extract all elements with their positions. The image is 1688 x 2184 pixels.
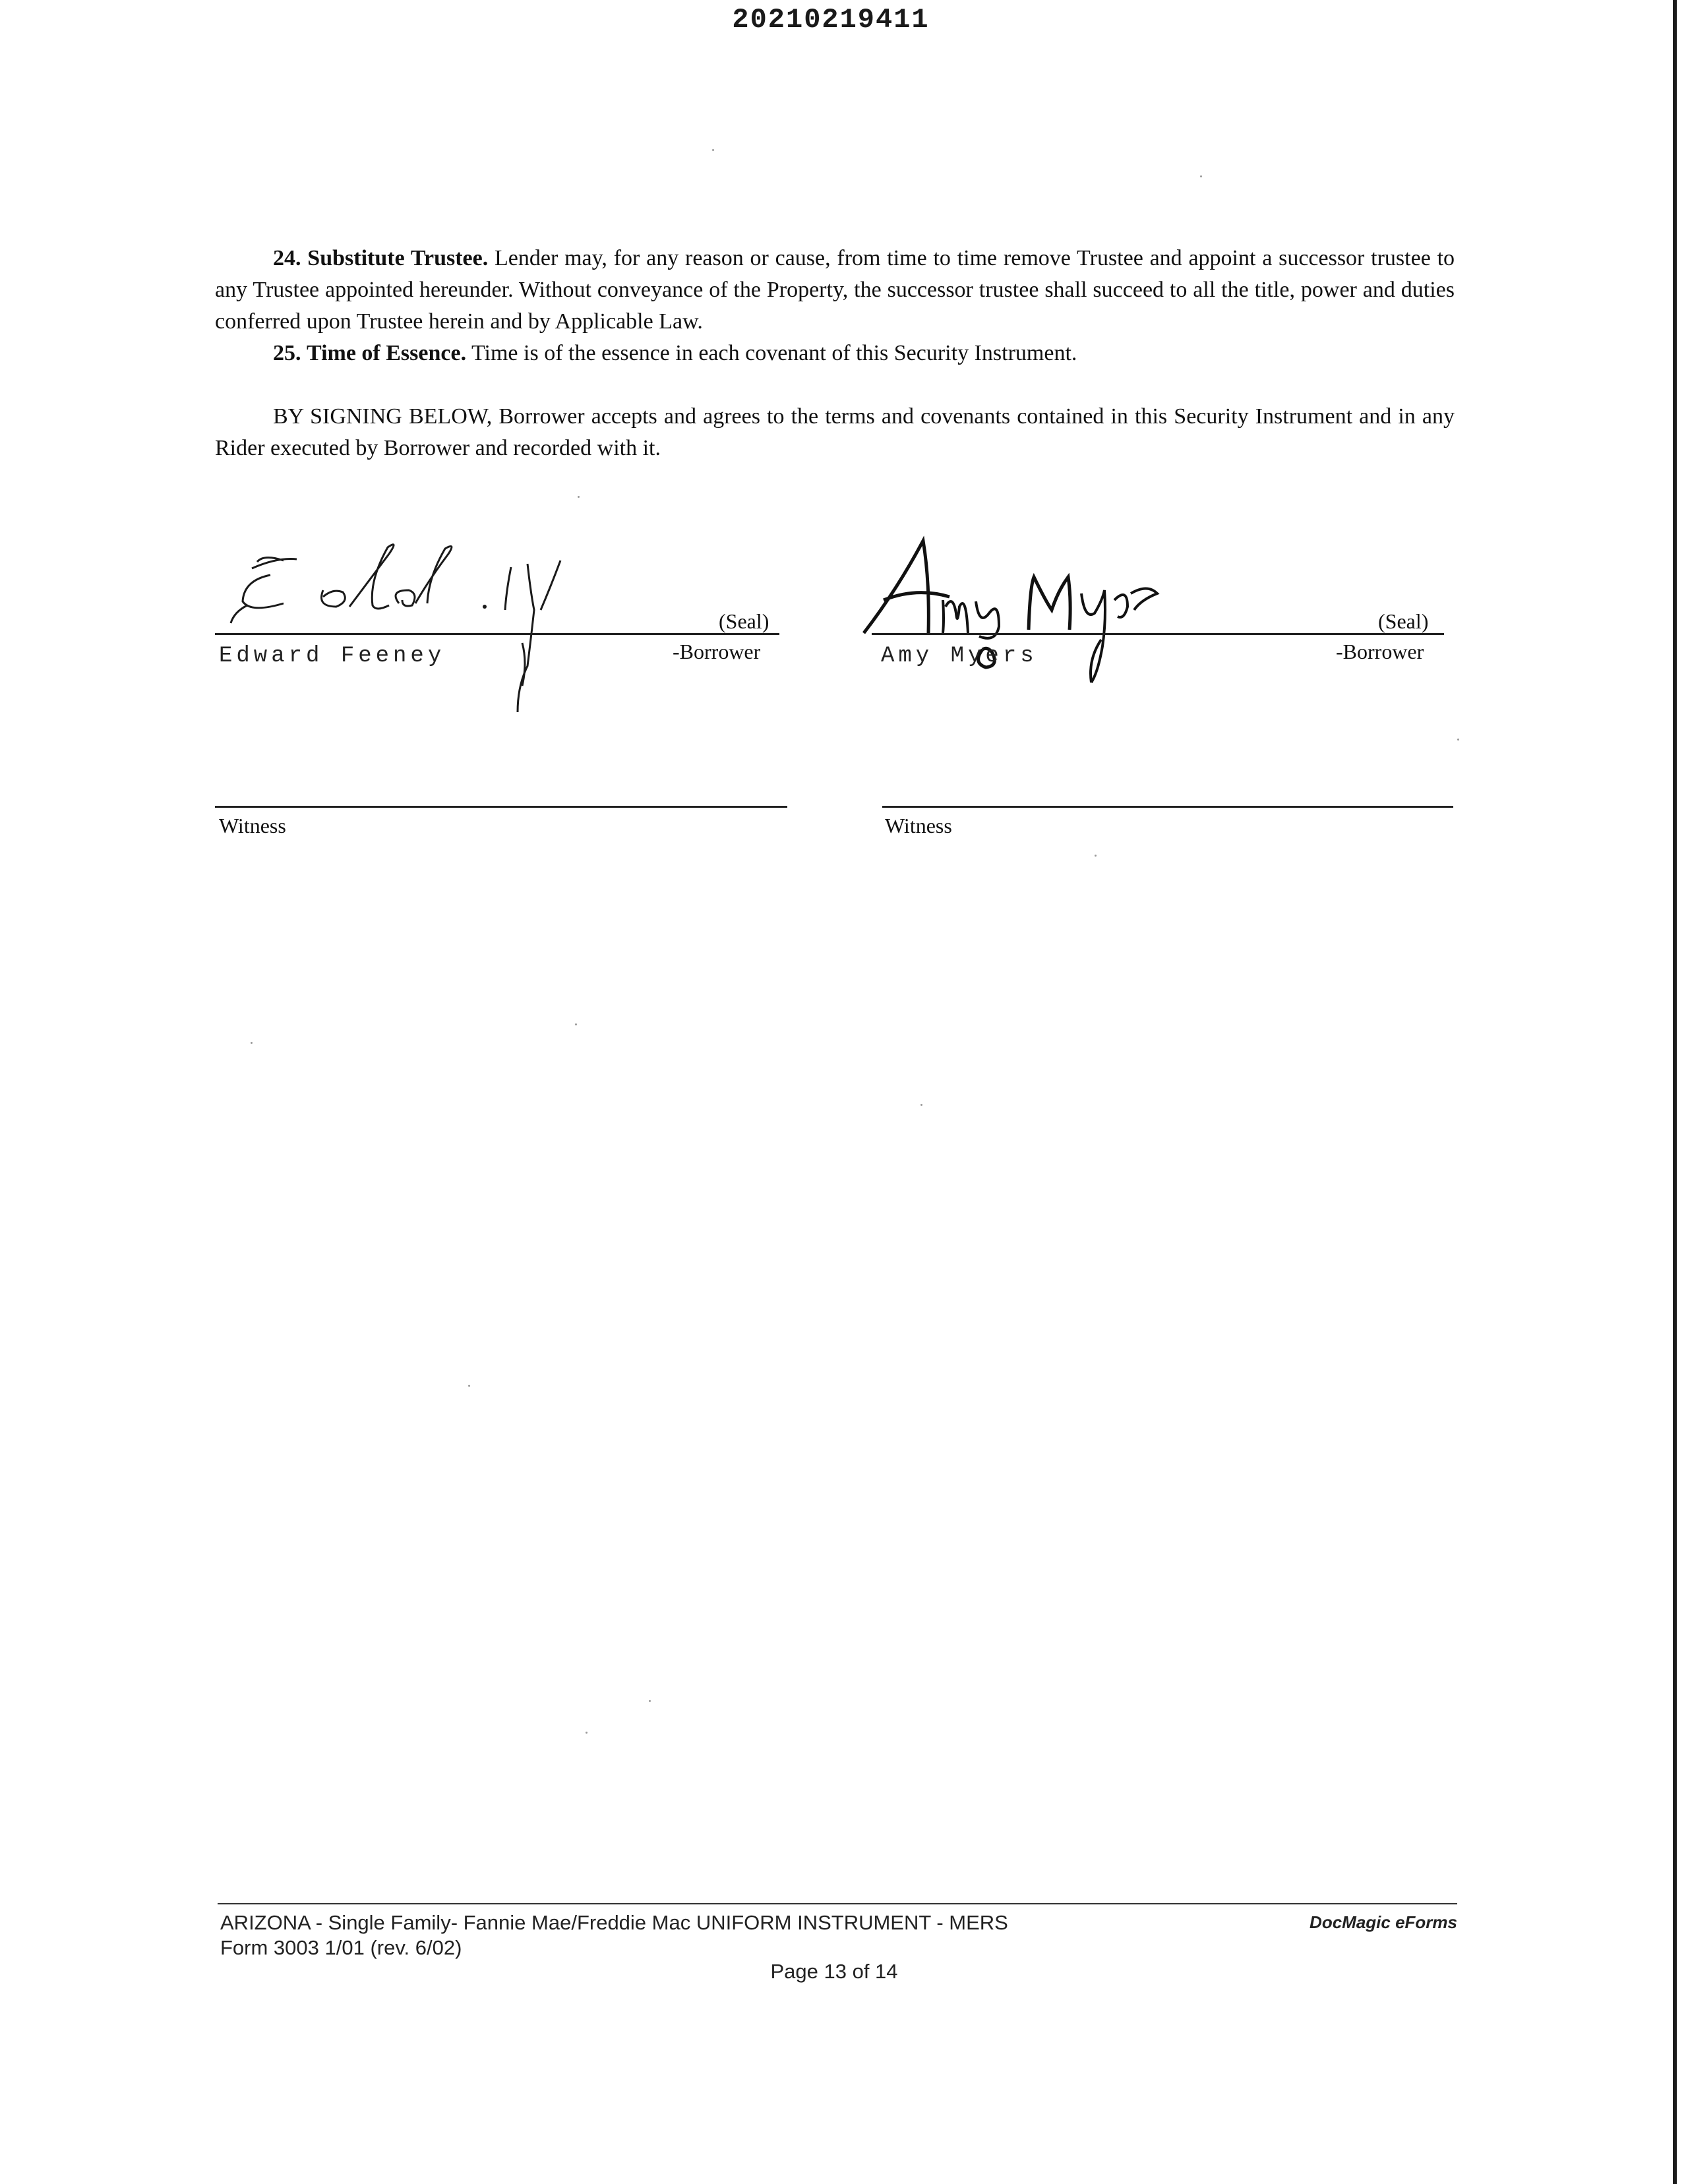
scan-speck <box>1200 175 1202 177</box>
signing-statement <box>215 401 1455 464</box>
witness-1-signature-line <box>215 806 787 808</box>
witness-2-label: Witness <box>885 814 952 837</box>
footer-form-title: ARIZONA - Single Family- Fannie Mae/Freddie Mac UNIFORM INSTRUMENT - MERS <box>220 1911 1008 1934</box>
witness-2-signature-line <box>882 806 1453 808</box>
scan-speck <box>586 1732 588 1734</box>
scan-speck <box>1095 855 1097 857</box>
section-24-heading: Substitute Trustee. <box>307 246 489 270</box>
scan-speck <box>251 1042 253 1044</box>
section-24-number: 24. <box>273 246 301 270</box>
witness-1-label: Witness <box>219 814 286 837</box>
scan-speck <box>468 1385 470 1387</box>
footer-rule <box>218 1903 1457 1904</box>
section-25-number: 25. <box>273 341 301 365</box>
borrower-1-printed-name: Edward Feeney <box>219 644 446 669</box>
scan-speck <box>712 149 714 151</box>
scan-speck <box>920 1104 922 1106</box>
section-25-heading: Time of Essence. <box>307 341 467 365</box>
borrower-2-role: -Borrower <box>1336 640 1424 663</box>
page-number: Page 13 of 14 <box>770 1960 898 1983</box>
scan-edge-border <box>1673 0 1677 2184</box>
section-24-body: Lender may, for any reason or cause, from time to time remove Trustee and appoint a successor trustee to any Trustee appointed hereunder. Without conveyance of the Property, the successor trustee shall succeed to all the title, power and duties conferred upon Trustee herein and by Applicable Law. <box>215 246 1455 334</box>
scan-speck <box>575 1023 577 1025</box>
borrower-1-handwritten-signature <box>218 528 587 719</box>
section-25 <box>215 338 1455 369</box>
scan-speck <box>1457 739 1459 741</box>
borrower-2-seal-label: (Seal) <box>1378 609 1429 633</box>
recording-number: 20210219411 <box>732 4 930 36</box>
scan-speck <box>649 1700 651 1702</box>
borrower-1-seal-label: (Seal) <box>719 609 769 633</box>
footer-form-number: Form 3003 1/01 (rev. 6/02) <box>220 1936 462 1959</box>
borrower-1-role: -Borrower <box>673 640 761 663</box>
borrower-2-signature-line <box>872 633 1444 635</box>
section-24 <box>215 243 1455 338</box>
borrower-1-signature-line <box>215 633 779 635</box>
signing-statement-text: BY SIGNING BELOW, Borrower accepts and agrees to the terms and covenants contained in this Security Instrument and in any Rider executed by Borrower and recorded with it. <box>215 404 1455 460</box>
scan-speck <box>578 496 580 498</box>
borrower-2-printed-name: Amy Myers <box>881 644 1038 669</box>
section-25-body: Time is of the essence in each covenant of this Security Instrument. <box>471 341 1077 365</box>
docmagic-logo: DocMagic eForms <box>1310 1912 1457 1932</box>
